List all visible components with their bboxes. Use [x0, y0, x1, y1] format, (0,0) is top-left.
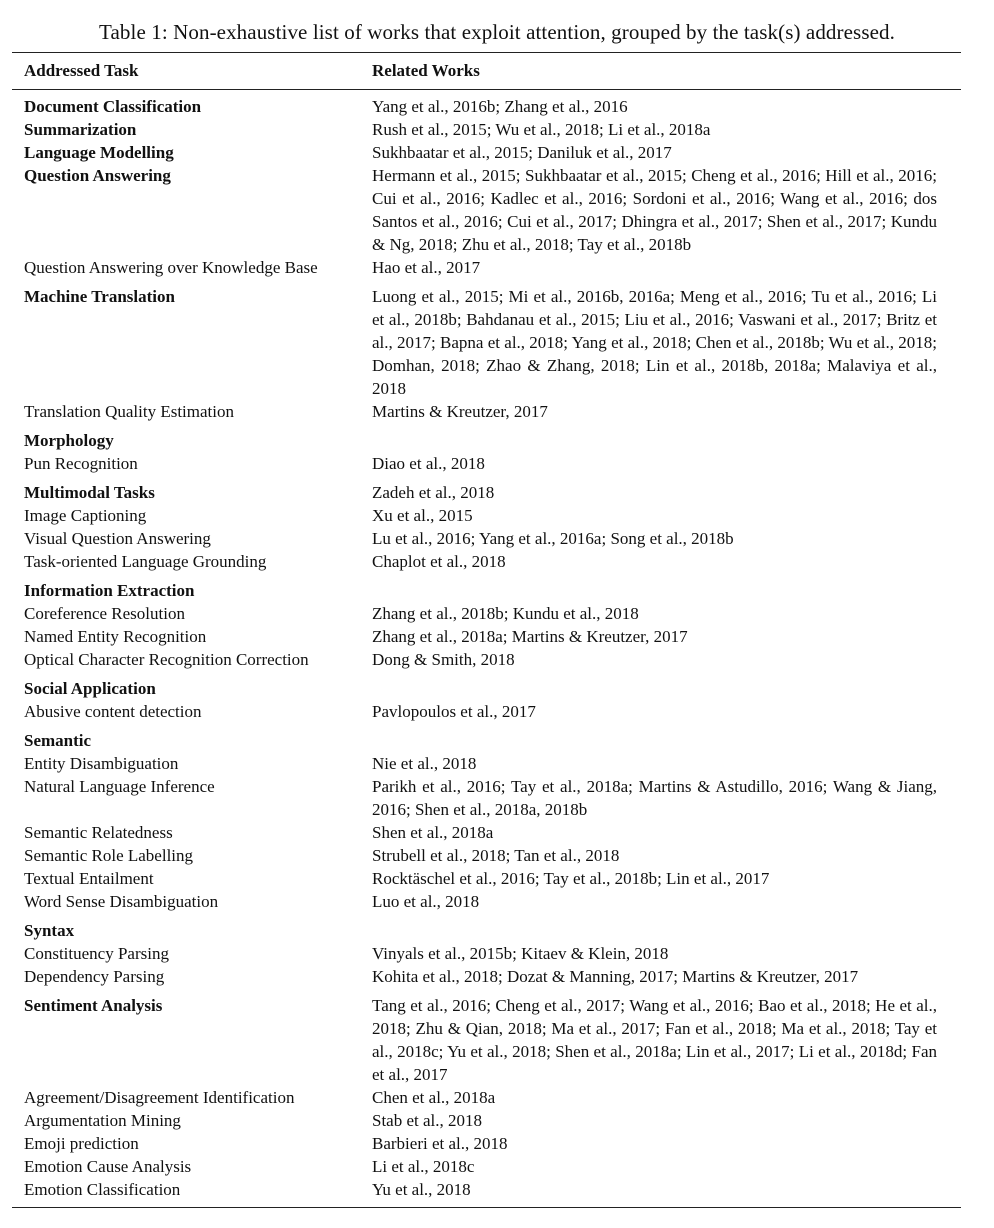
- related-works: Diao et al., 2018: [372, 454, 485, 473]
- table-row: [12, 1109, 961, 1132]
- task-name: Natural Language Inference: [24, 777, 215, 796]
- task-name: Named Entity Recognition: [24, 627, 207, 646]
- table-row: [12, 1132, 961, 1155]
- related-works: Yang et al., 2016b; Zhang et al., 2016: [372, 97, 628, 116]
- task-name: Emotion Classification: [24, 1180, 181, 1199]
- task-name: Optical Character Recognition Correction: [24, 650, 309, 669]
- related-works: Li et al., 2018c: [372, 1157, 475, 1176]
- table-row: [12, 1155, 961, 1178]
- related-works: Lu et al., 2016; Yang et al., 2016a; Song et al., 2018b: [372, 529, 734, 548]
- related-works: Stab et al., 2018: [372, 1111, 483, 1130]
- task-category: Information Extraction: [24, 581, 195, 600]
- related-works: Hermann et al., 2015; Sukhbaatar et al., 2015; Cheng et al., 2016; Hill et al., 2016; Cui et al., 2016; Kadlec et al., 2016; Sordoni et al., 2016; Wang et al., 2016; dos Santos et al., 2016; Cui et al., 2017; Dhingra et al., 2017; Shen et al., 2017; Kundu & Ng, 2018; Zhu et al., 2018; Tay et al., 2018b: [372, 166, 937, 254]
- table-row: [12, 648, 961, 671]
- related-works: Pavlopoulos et al., 2017: [372, 702, 536, 721]
- task-category: Sentiment Analysis: [24, 996, 163, 1015]
- related-works: Xu et al., 2015: [372, 506, 473, 525]
- related-works: Chen et al., 2018a: [372, 1088, 496, 1107]
- table-row: [12, 164, 961, 256]
- task-name: Task-oriented Language Grounding: [24, 552, 267, 571]
- table-row: [12, 867, 961, 890]
- task-category: Syntax: [24, 921, 75, 940]
- related-works: Dong & Smith, 2018: [372, 650, 515, 669]
- task-name: Dependency Parsing: [24, 967, 165, 986]
- table-row: [12, 752, 961, 775]
- related-works: Barbieri et al., 2018: [372, 1134, 508, 1153]
- related-works: Kohita et al., 2018; Dozat & Manning, 2017; Martins & Kreutzer, 2017: [372, 967, 859, 986]
- related-works: [361, 429, 937, 452]
- table-row: [12, 775, 961, 821]
- related-works: Hao et al., 2017: [372, 258, 481, 277]
- table-caption: Table 1: Non-exhaustive list of works that exploit attention, grouped by the task(s) addressed.: [99, 20, 895, 44]
- table-row: [12, 1178, 961, 1201]
- task-name: Semantic Relatedness: [24, 823, 173, 842]
- task-name: Entity Disambiguation: [24, 754, 179, 773]
- table-header-row: [12, 53, 961, 89]
- task-name: Textual Entailment: [24, 869, 154, 888]
- table-row: [12, 285, 961, 400]
- related-works: Zhang et al., 2018a; Martins & Kreutzer, 2017: [372, 627, 688, 646]
- related-works: Shen et al., 2018a: [372, 823, 494, 842]
- table-row: [12, 550, 961, 573]
- table-row: [12, 481, 961, 504]
- table-row: [12, 1086, 961, 1109]
- task-category: Social Application: [24, 679, 156, 698]
- table-row: [12, 527, 961, 550]
- task-category: Machine Translation: [24, 287, 175, 306]
- task-name: Translation Quality Estimation: [24, 402, 234, 421]
- task-name: Agreement/Disagreement Identification: [24, 1088, 295, 1107]
- related-works: Nie et al., 2018: [372, 754, 477, 773]
- table-row: [12, 429, 961, 452]
- related-works: [361, 677, 937, 700]
- table-row: [12, 994, 961, 1086]
- task-name: Abusive content detection: [24, 702, 202, 721]
- related-works: Sukhbaatar et al., 2015; Daniluk et al., 2017: [372, 143, 672, 162]
- table-row: [12, 890, 961, 913]
- task-name: Argumentation Mining: [24, 1111, 181, 1130]
- task-name: Emotion Cause Analysis: [24, 1157, 192, 1176]
- table-row: [12, 256, 961, 279]
- task-name: Image Captioning: [24, 506, 147, 525]
- table-row: [12, 965, 961, 988]
- related-works: Rocktäschel et al., 2016; Tay et al., 2018b; Lin et al., 2017: [372, 869, 770, 888]
- table-row: [12, 729, 961, 752]
- table-row: [12, 821, 961, 844]
- table-row: [12, 602, 961, 625]
- task-category: Language Modelling: [24, 143, 174, 162]
- table-row: [12, 452, 961, 475]
- table-bottom-rule: [12, 1207, 961, 1208]
- task-category: Semantic: [24, 731, 92, 750]
- table-row: [12, 118, 961, 141]
- related-works: [361, 729, 937, 752]
- table-row: [12, 95, 961, 118]
- table-row: [12, 700, 961, 723]
- table-row: [12, 579, 961, 602]
- related-works: Rush et al., 2015; Wu et al., 2018; Li et al., 2018a: [372, 120, 711, 139]
- task-category: Summarization: [24, 120, 137, 139]
- task-name: Pun Recognition: [24, 454, 138, 473]
- header-addressed-task: Addressed Task: [24, 61, 139, 80]
- related-works: Zhang et al., 2018b; Kundu et al., 2018: [372, 604, 639, 623]
- task-category: Document Classification: [24, 97, 202, 116]
- table-row: [12, 919, 961, 942]
- related-works: [361, 919, 937, 942]
- related-works: Chaplot et al., 2018: [372, 552, 506, 571]
- task-category: Morphology: [24, 431, 114, 450]
- table-row: [12, 942, 961, 965]
- table-row: [12, 141, 961, 164]
- works-table: [12, 52, 961, 1208]
- related-works: [361, 579, 937, 602]
- task-name: Word Sense Disambiguation: [24, 892, 219, 911]
- related-works: Parikh et al., 2016; Tay et al., 2018a; Martins & Astudillo, 2016; Wang & Jiang, 2016; Shen et al., 2018a, 2018b: [372, 777, 937, 819]
- task-name: Emoji prediction: [24, 1134, 139, 1153]
- task-name: Question Answering over Knowledge Base: [24, 258, 318, 277]
- table-row: [12, 625, 961, 648]
- task-name: Semantic Role Labelling: [24, 846, 194, 865]
- related-works: Martins & Kreutzer, 2017: [372, 402, 548, 421]
- table-row: [12, 504, 961, 527]
- task-category: Question Answering: [24, 166, 171, 185]
- related-works: Yu et al., 2018: [372, 1180, 471, 1199]
- table-row: [12, 677, 961, 700]
- related-works: Luo et al., 2018: [372, 892, 480, 911]
- related-works: Zadeh et al., 2018: [372, 483, 495, 502]
- task-category: Multimodal Tasks: [24, 483, 155, 502]
- task-name: Coreference Resolution: [24, 604, 185, 623]
- related-works: Tang et al., 2016; Cheng et al., 2017; Wang et al., 2016; Bao et al., 2018; He et al., 2018; Zhu & Qian, 2018; Ma et al., 2017; Fan et al., 2018; Ma et al., 2018; Tay et al., 2018c; Yu et al., 2018; Shen et al., 2018a; Lin et al., 2017; Li et al., 2018d; Fan et al., 2017: [372, 996, 937, 1084]
- related-works: Vinyals et al., 2015b; Kitaev & Klein, 2018: [372, 944, 669, 963]
- task-name: Constituency Parsing: [24, 944, 169, 963]
- header-related-works: Related Works: [372, 61, 480, 80]
- table-row: [12, 844, 961, 867]
- table-row: [12, 400, 961, 423]
- related-works: Luong et al., 2015; Mi et al., 2016b, 2016a; Meng et al., 2016; Tu et al., 2016; Li et al., 2018b; Bahdanau et al., 2015; Liu et al., 2016; Vaswani et al., 2017; Britz et al., 2017; Bapna et al., 2018; Yang et al., 2018; Chen et al., 2018b; Wu et al., 2018; Domhan, 2018; Zhao & Zhang, 2018; Lin et al., 2018b, 2018a; Malaviya et al., 2018: [372, 287, 937, 398]
- table-body: [12, 90, 961, 1201]
- task-name: Visual Question Answering: [24, 529, 211, 548]
- related-works: Strubell et al., 2018; Tan et al., 2018: [372, 846, 620, 865]
